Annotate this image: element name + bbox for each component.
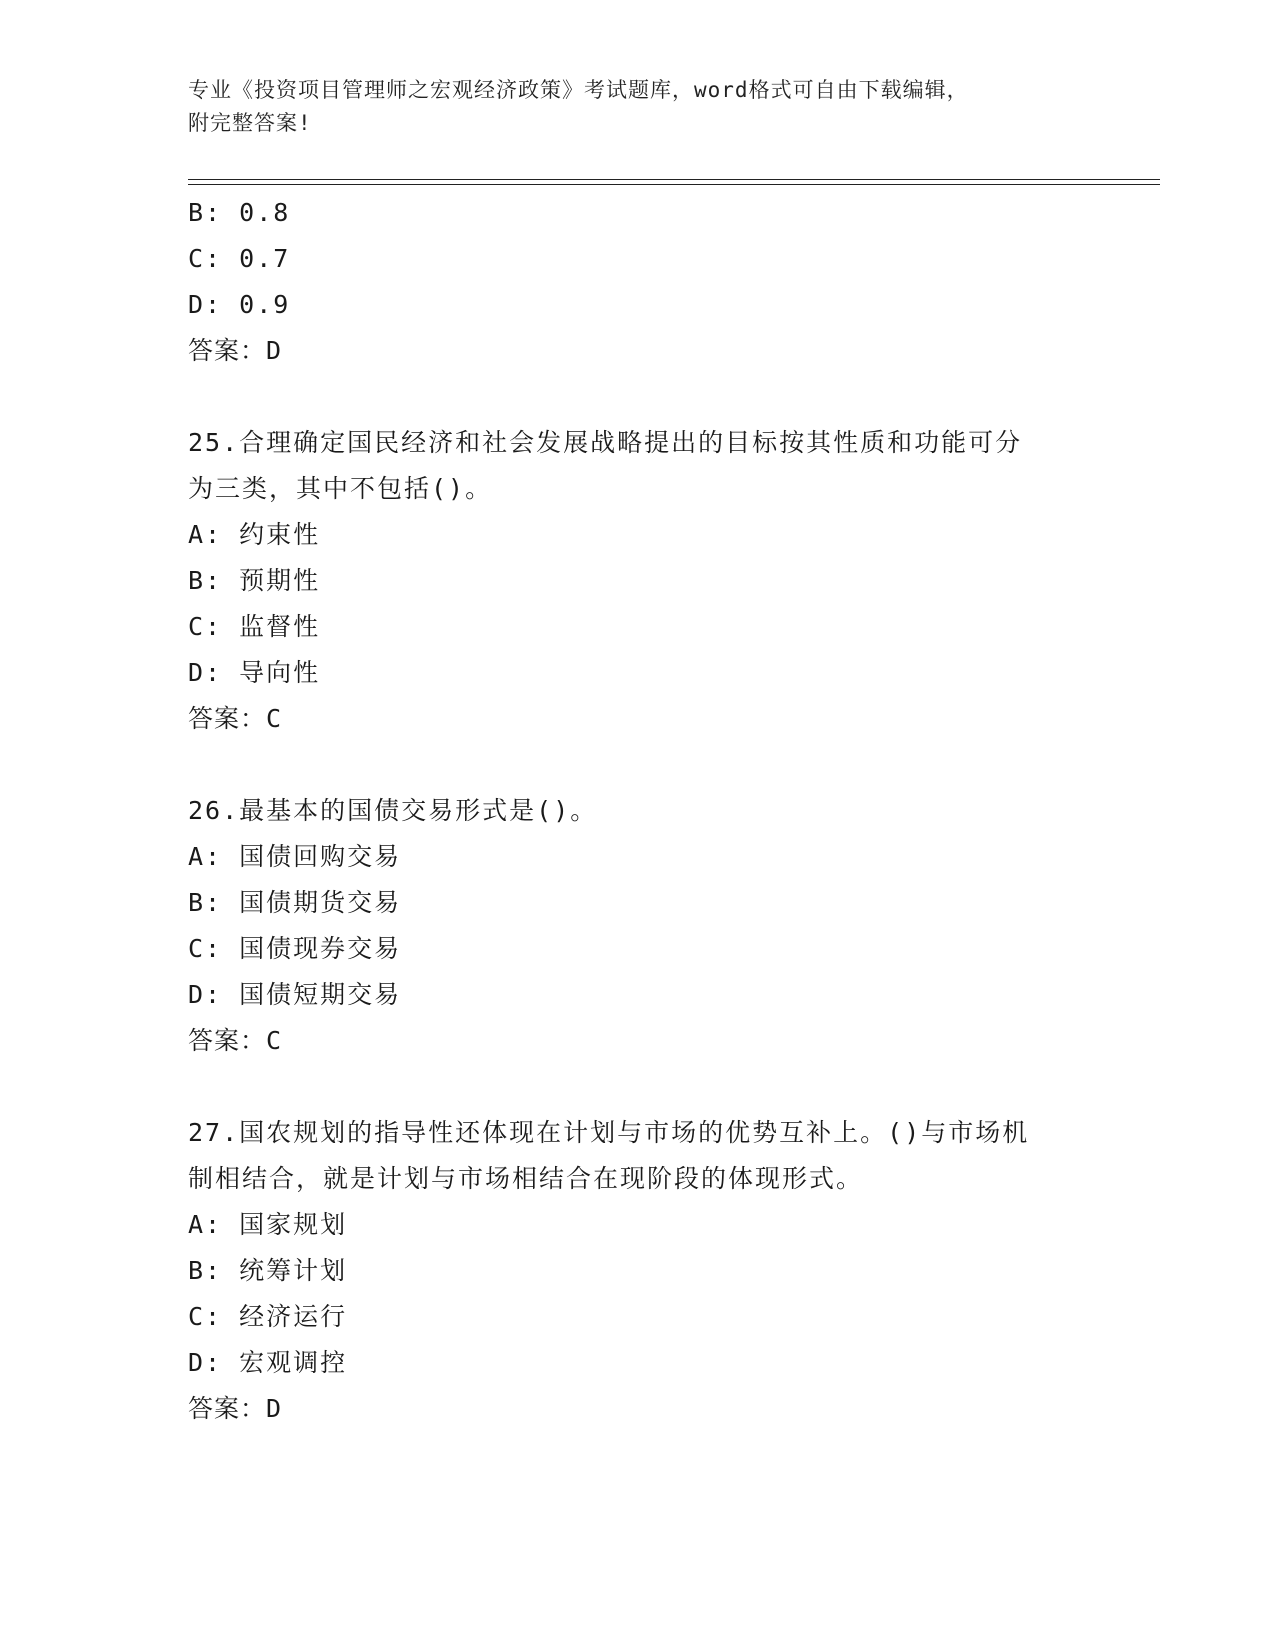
option-c: C: 国债现券交易 [188,934,402,963]
option-c: C: 经济运行 [188,1302,348,1331]
question-text-line-2: 为三类，其中不包括()。 [188,474,493,503]
option-b: B: 预期性 [188,566,321,595]
answer: 答案：D [188,336,283,365]
option-a: A: 国家规划 [188,1210,348,1239]
answer: 答案：D [188,1394,283,1423]
question-text-line-1: 25.合理确定国民经济和社会发展战略提出的目标按其性质和功能可分 [188,428,1023,457]
option-b: B: 统筹计划 [188,1256,348,1285]
question-25 [188,420,1088,742]
option-d: D: 0.9 [188,290,291,319]
option-a: A: 国债回购交易 [188,842,402,871]
option-b: B: 国债期货交易 [188,888,402,917]
question-24-continued [188,190,1088,374]
option-a: A: 约束性 [188,520,321,549]
header-line-1: 专业《投资项目管理师之宏观经济政策》考试题库，word格式可自由下载编辑， [188,78,969,102]
header-divider-bottom [188,184,1160,185]
document-header [188,74,1088,140]
question-text-line-2: 制相结合，就是计划与市场相结合在现阶段的体现形式。 [188,1164,864,1193]
option-d: D: 导向性 [188,658,321,687]
option-c: C: 0.7 [188,244,291,273]
question-27 [188,1110,1088,1432]
question-26 [188,788,1088,1064]
question-text-line-1: 26.最基本的国债交易形式是()。 [188,796,598,825]
option-c: C: 监督性 [188,612,321,641]
question-text-line-1: 27.国农规划的指导性还体现在计划与市场的优势互补上。()与市场机 [188,1118,1030,1147]
option-d: D: 宏观调控 [188,1348,348,1377]
answer: 答案：C [188,704,283,733]
document-body [188,190,1088,1432]
header-line-2: 附完整答案! [188,111,312,135]
header-divider-top [188,179,1160,180]
option-b: B: 0.8 [188,198,291,227]
answer: 答案：C [188,1026,283,1055]
option-d: D: 国债短期交易 [188,980,402,1009]
